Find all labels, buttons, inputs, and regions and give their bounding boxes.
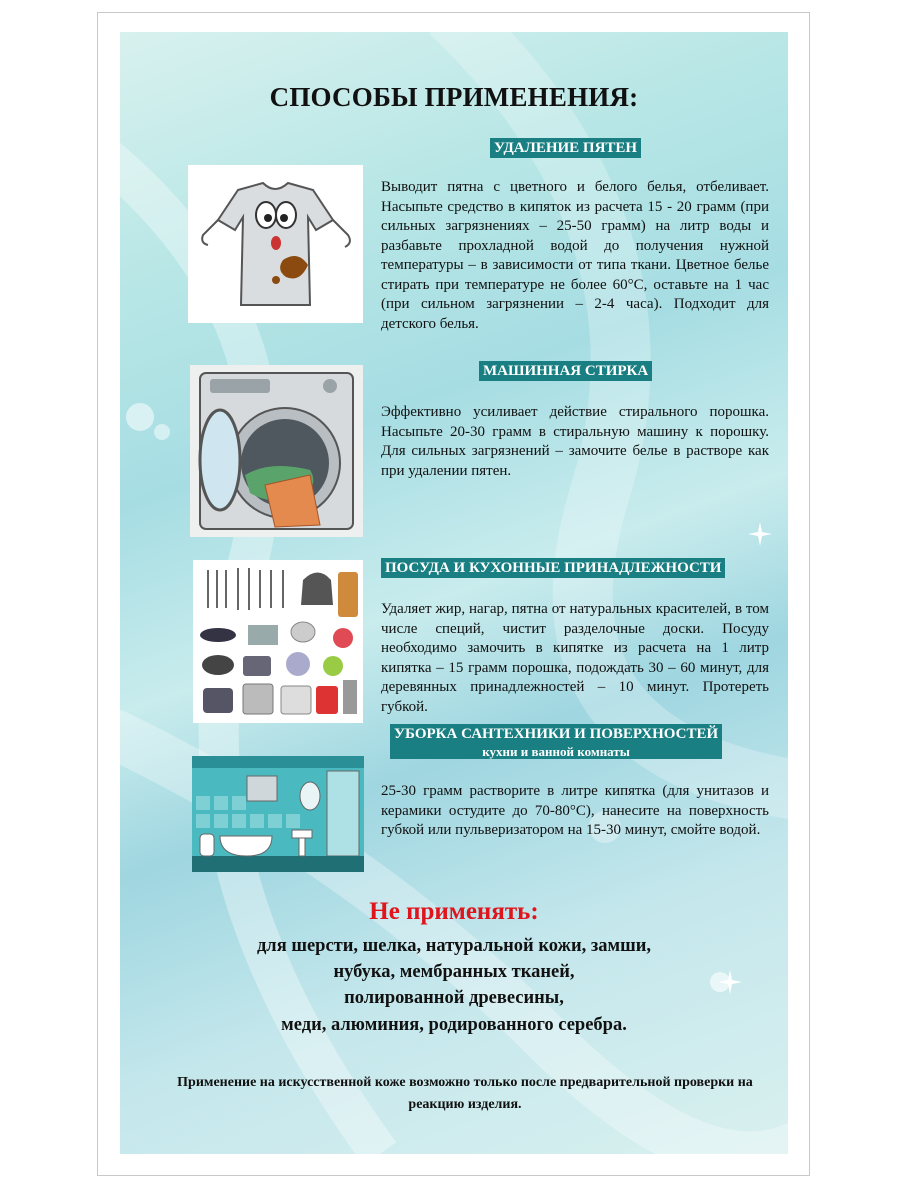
page-title: СПОСОБЫ ПРИМЕНЕНИЯ: (269, 82, 639, 112)
stained-shirt-icon (188, 165, 363, 323)
section-subheading-sanitary: кухни и ванной комнаты (482, 744, 630, 759)
section-text-stains: Выводит пятна с цветного и белого белья, отбеливает. Насыпьте средство в кипяток из расчета 15 - 20 грамм (при сильных загрязнениях – 25-50 грамм) на литр воды и разбавьте прохладной водой до получения нужной температуры – в зависимости от типа ткани. Цветное белье стирать при температуре не более 60°C, оставьте на 1 час (при сильном загрязнении – 2-4 часа). Подходит для детского белья. (381, 179, 769, 332)
warning-line: нубука, мембранных тканей, (333, 962, 575, 982)
warning-title: Не применять: (369, 898, 539, 925)
warning-line: полированной древесины, (344, 988, 564, 1008)
kitchenware-icon (193, 560, 363, 723)
section-heading-machine-wash: МАШИННАЯ СТИРКА (479, 361, 652, 381)
warning-line: для шерсти, шелка, натуральной кожи, замши, (256, 936, 652, 956)
section-text-kitchenware: Удаляет жир, нагар, пятна от натуральных красителей, в том числе специй, чистит разделочные доски. Посуду необходимо замочить в кипятке из расчета на 1 литр кипятка – 15 грамм порошка, подождать 30 – 60 минут, для деревянных принадлежностей – 10 минут. Протереть губкой. (381, 601, 769, 715)
section-heading-stains: УДАЛЕНИЕ ПЯТЕН (490, 138, 641, 158)
section-text-machine-wash: Эффективно усиливает действие стирального порошка. Насыпьте 20-30 грамм в стиральную машину к порошку. Для сильных загрязнений – замочите белье в растворе как при удалении пятен. (381, 404, 769, 479)
warning-line: меди, алюминия, родированного серебра. (281, 1015, 627, 1035)
leaflet-panel (120, 32, 788, 1154)
bathroom-icon (192, 756, 364, 872)
washing-machine-icon (190, 365, 363, 537)
section-heading-kitchenware: ПОСУДА И КУХОННЫЕ ПРИНАДЛЕЖНОСТИ (381, 558, 725, 578)
footnote: Применение на искусственной коже возможно только после предварительной проверки на реакцию изделия. (177, 1075, 753, 1112)
section-text-sanitary: 25-30 грамм растворите в литре кипятка (для унитазов и керамики остудите до 70-80°C), нанесите на поверхность губкой или пульверизатором на 15-30 минут, смойте водой. (381, 783, 769, 838)
section-heading-sanitary-title: УБОРКА САНТЕХНИКИ И ПОВЕРХНОСТЕЙ (394, 726, 719, 742)
section-heading-sanitary (390, 724, 722, 759)
